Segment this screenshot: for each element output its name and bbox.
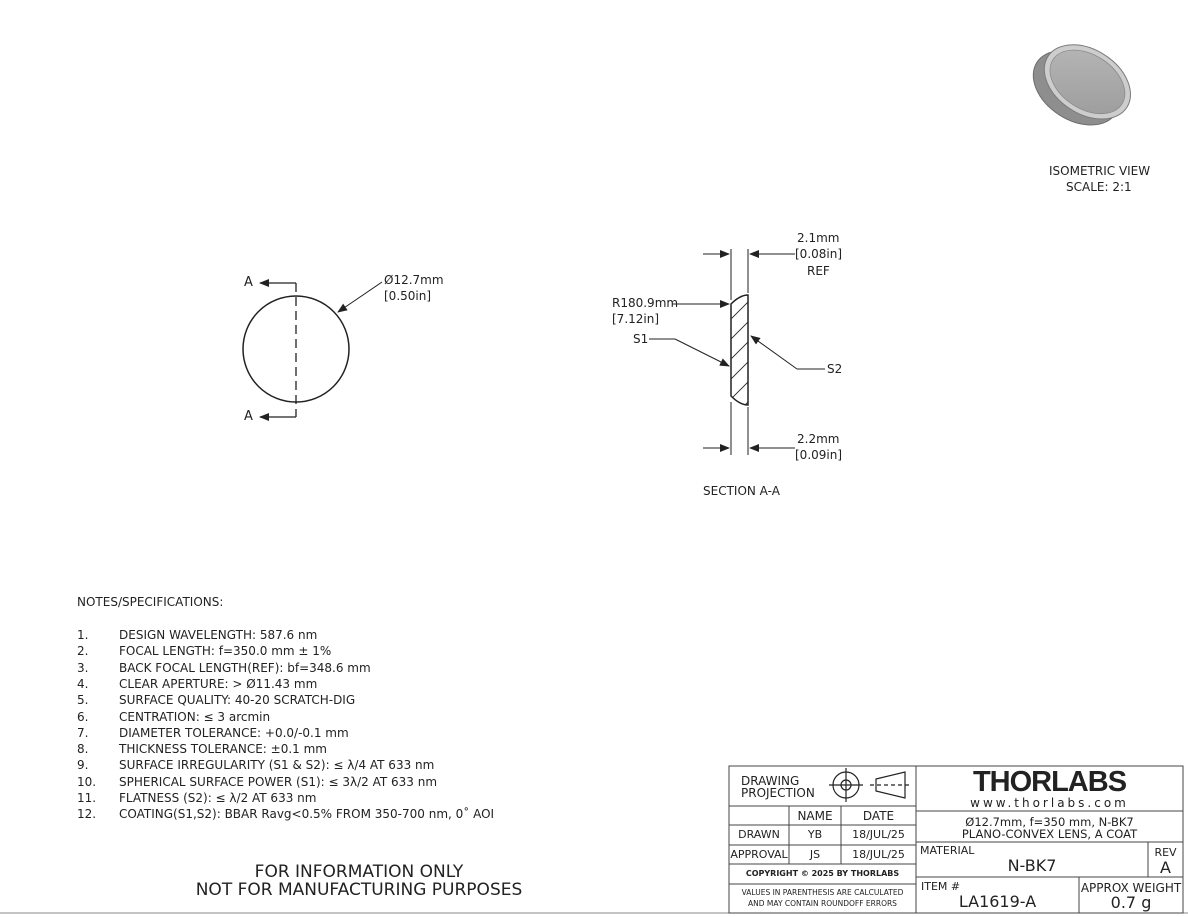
- isometric-view-scale: SCALE: 2:1: [1066, 180, 1132, 194]
- note-number: 2.: [77, 644, 89, 659]
- drawn-date: 18/JUL/25: [852, 828, 905, 841]
- drawn-label: DRAWN: [738, 828, 780, 841]
- note-text: FOCAL LENGTH: f=350.0 mm ± 1%: [119, 644, 332, 659]
- approval-label: APPROVAL: [730, 848, 788, 861]
- item-number-label: ITEM #: [921, 880, 961, 893]
- note-number: 1.: [77, 628, 89, 642]
- note-number: 3.: [77, 660, 89, 675]
- center-thickness-dimension: 2.2mm: [797, 432, 840, 446]
- note-text: COATING(S1,S2): BBAR Ravg<0.5% FROM 350-700 nm, 0˚ AOI: [119, 807, 495, 822]
- thorlabs-logo: THORLABS: [972, 766, 1127, 798]
- note-text: CENTRATION: ≤ 3 arcmin: [119, 709, 271, 724]
- drawn-name: YB: [807, 828, 823, 841]
- note-number: 12.: [77, 807, 97, 822]
- radius-dimension-inches: [7.12in]: [612, 312, 660, 326]
- approval-name: JS: [809, 848, 821, 861]
- diameter-dimension: Ø12.7mm: [384, 273, 444, 287]
- note-number: 7.: [77, 725, 89, 740]
- center-thickness-inches: [0.09in]: [795, 448, 843, 462]
- approx-weight-value: 0.7 g: [1110, 893, 1152, 912]
- material-value: N-BK7: [1007, 856, 1057, 875]
- note-number: 5.: [77, 693, 89, 708]
- note-text: DIAMETER TOLERANCE: +0.0/-0.1 mm: [119, 725, 349, 740]
- approval-date: 18/JUL/25: [852, 848, 905, 861]
- disclaimer-line-1: FOR INFORMATION ONLY: [254, 862, 464, 882]
- radius-dimension: R180.9mm: [612, 296, 679, 310]
- note-number: 8.: [77, 742, 89, 757]
- note-text: DESIGN WAVELENGTH: 587.6 nm: [119, 628, 318, 642]
- section-letter-bottom: A: [244, 409, 253, 424]
- isometric-view-title: ISOMETRIC VIEW: [1049, 164, 1151, 178]
- part-description-line-2: PLANO-CONVEX LENS, A COAT: [961, 827, 1138, 841]
- material-label: MATERIAL: [920, 844, 975, 857]
- name-column-header: NAME: [797, 809, 833, 823]
- website-text: www.thorlabs.com: [970, 796, 1129, 810]
- surface-2-label: S2: [827, 362, 843, 376]
- revision-label: REV: [1154, 846, 1177, 859]
- projection-symbol: [829, 768, 911, 802]
- note-text: FLATNESS (S2): ≤ λ/2 AT 633 nm: [119, 791, 317, 805]
- note-text: SURFACE QUALITY: 40-20 SCRATCH-DIG: [119, 693, 356, 708]
- date-column-header: DATE: [862, 809, 895, 823]
- edge-thickness-inches: [0.08in]: [795, 247, 843, 261]
- revision-value: A: [1160, 858, 1171, 877]
- edge-thickness-dimension: 2.1mm: [797, 231, 840, 245]
- values-note-line-1: VALUES IN PARENTHESIS ARE CALCULATED: [741, 888, 904, 897]
- notes-heading: NOTES/SPECIFICATIONS:: [77, 595, 224, 609]
- note-text: BACK FOCAL LENGTH(REF): bf=348.6 mm: [119, 660, 371, 675]
- item-number-value: LA1619-A: [958, 892, 1037, 911]
- note-number: 10.: [77, 774, 97, 789]
- note-number: 4.: [77, 676, 89, 691]
- values-note-line-2: AND MAY CONTAIN ROUNDOFF ERRORS: [748, 899, 897, 908]
- note-text: THICKNESS TOLERANCE: ±0.1 mm: [119, 742, 327, 757]
- note-text: CLEAR APERTURE: > Ø11.43 mm: [119, 676, 318, 691]
- note-text: SPHERICAL SURFACE POWER (S1): ≤ 3λ/2 AT 633 nm: [119, 774, 438, 789]
- note-text: SURFACE IRREGULARITY (S1 & S2): ≤ λ/4 AT 633 nm: [119, 758, 435, 773]
- section-caption: SECTION A-A: [703, 484, 780, 498]
- note-number: 6.: [77, 709, 89, 724]
- approx-weight-label: APPROX WEIGHT: [1080, 881, 1182, 895]
- copyright-text: COPYRIGHT © 2025 BY THORLABS: [745, 869, 900, 878]
- note-number: 11.: [77, 791, 97, 805]
- disclaimer-line-2: NOT FOR MANUFACTURING PURPOSES: [195, 880, 523, 900]
- diameter-dimension-inches: [0.50in]: [384, 289, 432, 303]
- part-description-line-1: Ø12.7mm, f=350 mm, N-BK7: [965, 815, 1134, 829]
- section-letter-top: A: [244, 275, 253, 290]
- drawing-projection-label: DRAWING PROJECTION: [741, 774, 815, 800]
- surface-1-label: S1: [633, 332, 649, 346]
- note-number: 9.: [77, 758, 89, 773]
- edge-thickness-ref: REF: [807, 264, 830, 278]
